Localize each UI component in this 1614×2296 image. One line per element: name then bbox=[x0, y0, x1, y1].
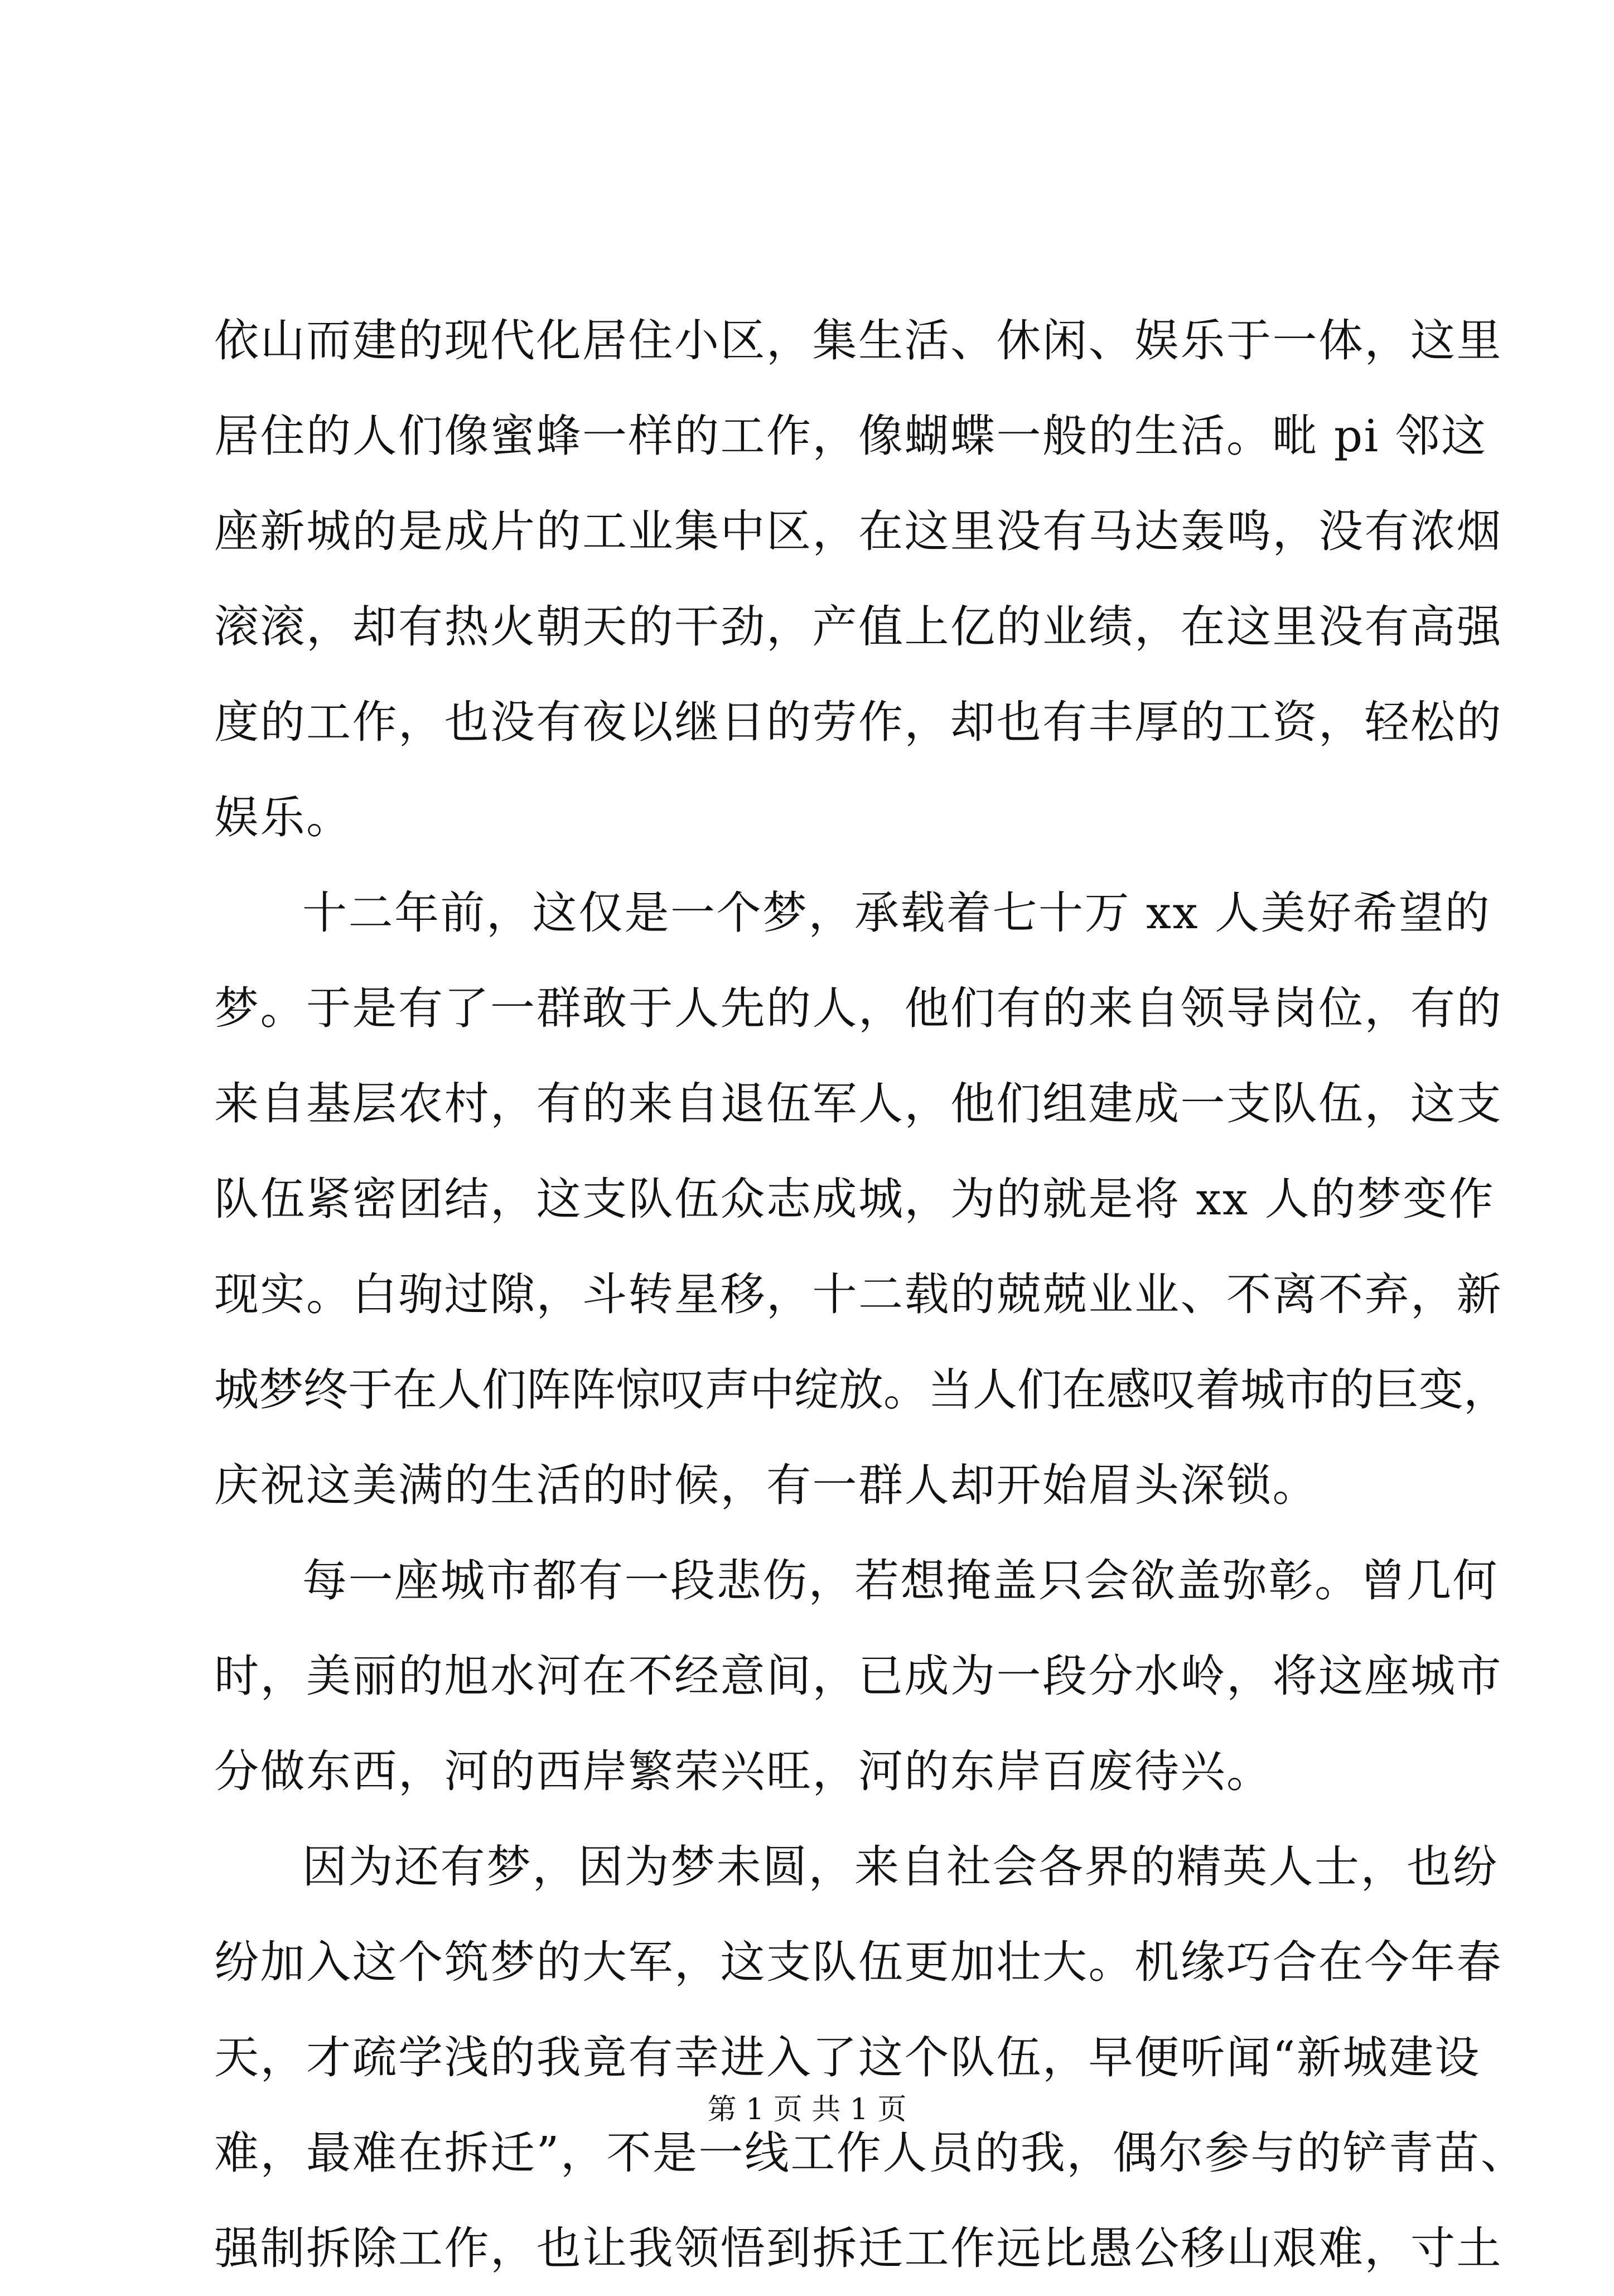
text-line: 座新城的是成片的工业集中区，在这里没有马达轰鸣，没有浓烟 bbox=[214, 505, 1502, 557]
page-footer: 第 1 页 共 1 页 bbox=[707, 2093, 907, 2126]
text-line: 度的工作，也没有夜以继日的劳作，却也有丰厚的工资，轻松的 bbox=[214, 696, 1502, 748]
text-line: 强制拆除工作，也让我领悟到拆迁工作远比愚公移山艰难，寸土 bbox=[214, 2222, 1502, 2274]
text-line: 难，最难在拆迁”，不是一线工作人员的我，偶尔参与的铲青苗、 bbox=[214, 2127, 1527, 2179]
text-line: 队伍紧密团结，这支队伍众志成城，为的就是将 xx 人的梦变作 bbox=[214, 1173, 1495, 1225]
document-body bbox=[214, 293, 1527, 2296]
text-line: 梦。于是有了一群敢于人先的人，他们有的来自领导岗位，有的 bbox=[214, 982, 1502, 1034]
text-line: 城梦终于在人们阵阵惊叹声中绽放。当人们在感叹着城市的巨变， bbox=[214, 1364, 1508, 1416]
text-line: 居住的人们像蜜蜂一样的工作，像蝴蝶一般的生活。毗 pi 邻这 bbox=[214, 410, 1487, 462]
text-line: 娱乐。 bbox=[214, 792, 352, 843]
text-line: 现实。白驹过隙，斗转星移，十二载的兢兢业业、不离不弃，新 bbox=[214, 1268, 1502, 1320]
text-line: 来自基层农村，有的来自退伍军人，他们组建成一支队伍，这支 bbox=[214, 1078, 1502, 1130]
text-line: 分做东西，河的西岸繁荣兴旺，河的东岸百废待兴。 bbox=[214, 1745, 1273, 1797]
text-line: 依山而建的现代化居住小区，集生活、休闲、娱乐于一体，这里 bbox=[214, 315, 1502, 366]
text-line: 庆祝这美满的生活的时候，有一群人却开始眉头深锁。 bbox=[214, 1459, 1318, 1511]
text-line: 纷加入这个筑梦的大军，这支队伍更加壮大。机缘巧合在今年春 bbox=[214, 1936, 1502, 1988]
paragraph-first-line: 十二年前，这仅是一个梦，承载着七十万 xx 人美好希望的 bbox=[302, 887, 1491, 939]
text-line: 天，才疏学浅的我竟有幸进入了这个队伍，早便听闻“新城建设 bbox=[214, 2032, 1481, 2083]
paragraph-first-line: 每一座城市都有一段悲伤，若想掩盖只会欲盖弥彰。曾几何 bbox=[302, 1555, 1499, 1607]
text-line: 滚滚，却有热火朝天的干劲，产值上亿的业绩，在这里没有高强 bbox=[214, 601, 1502, 653]
paragraph-first-line: 因为还有梦，因为梦未圆，来自社会各界的精英人士，也纷 bbox=[302, 1841, 1499, 1893]
text-line: 时，美丽的旭水河在不经意间，已成为一段分水岭，将这座城市 bbox=[214, 1650, 1502, 1702]
